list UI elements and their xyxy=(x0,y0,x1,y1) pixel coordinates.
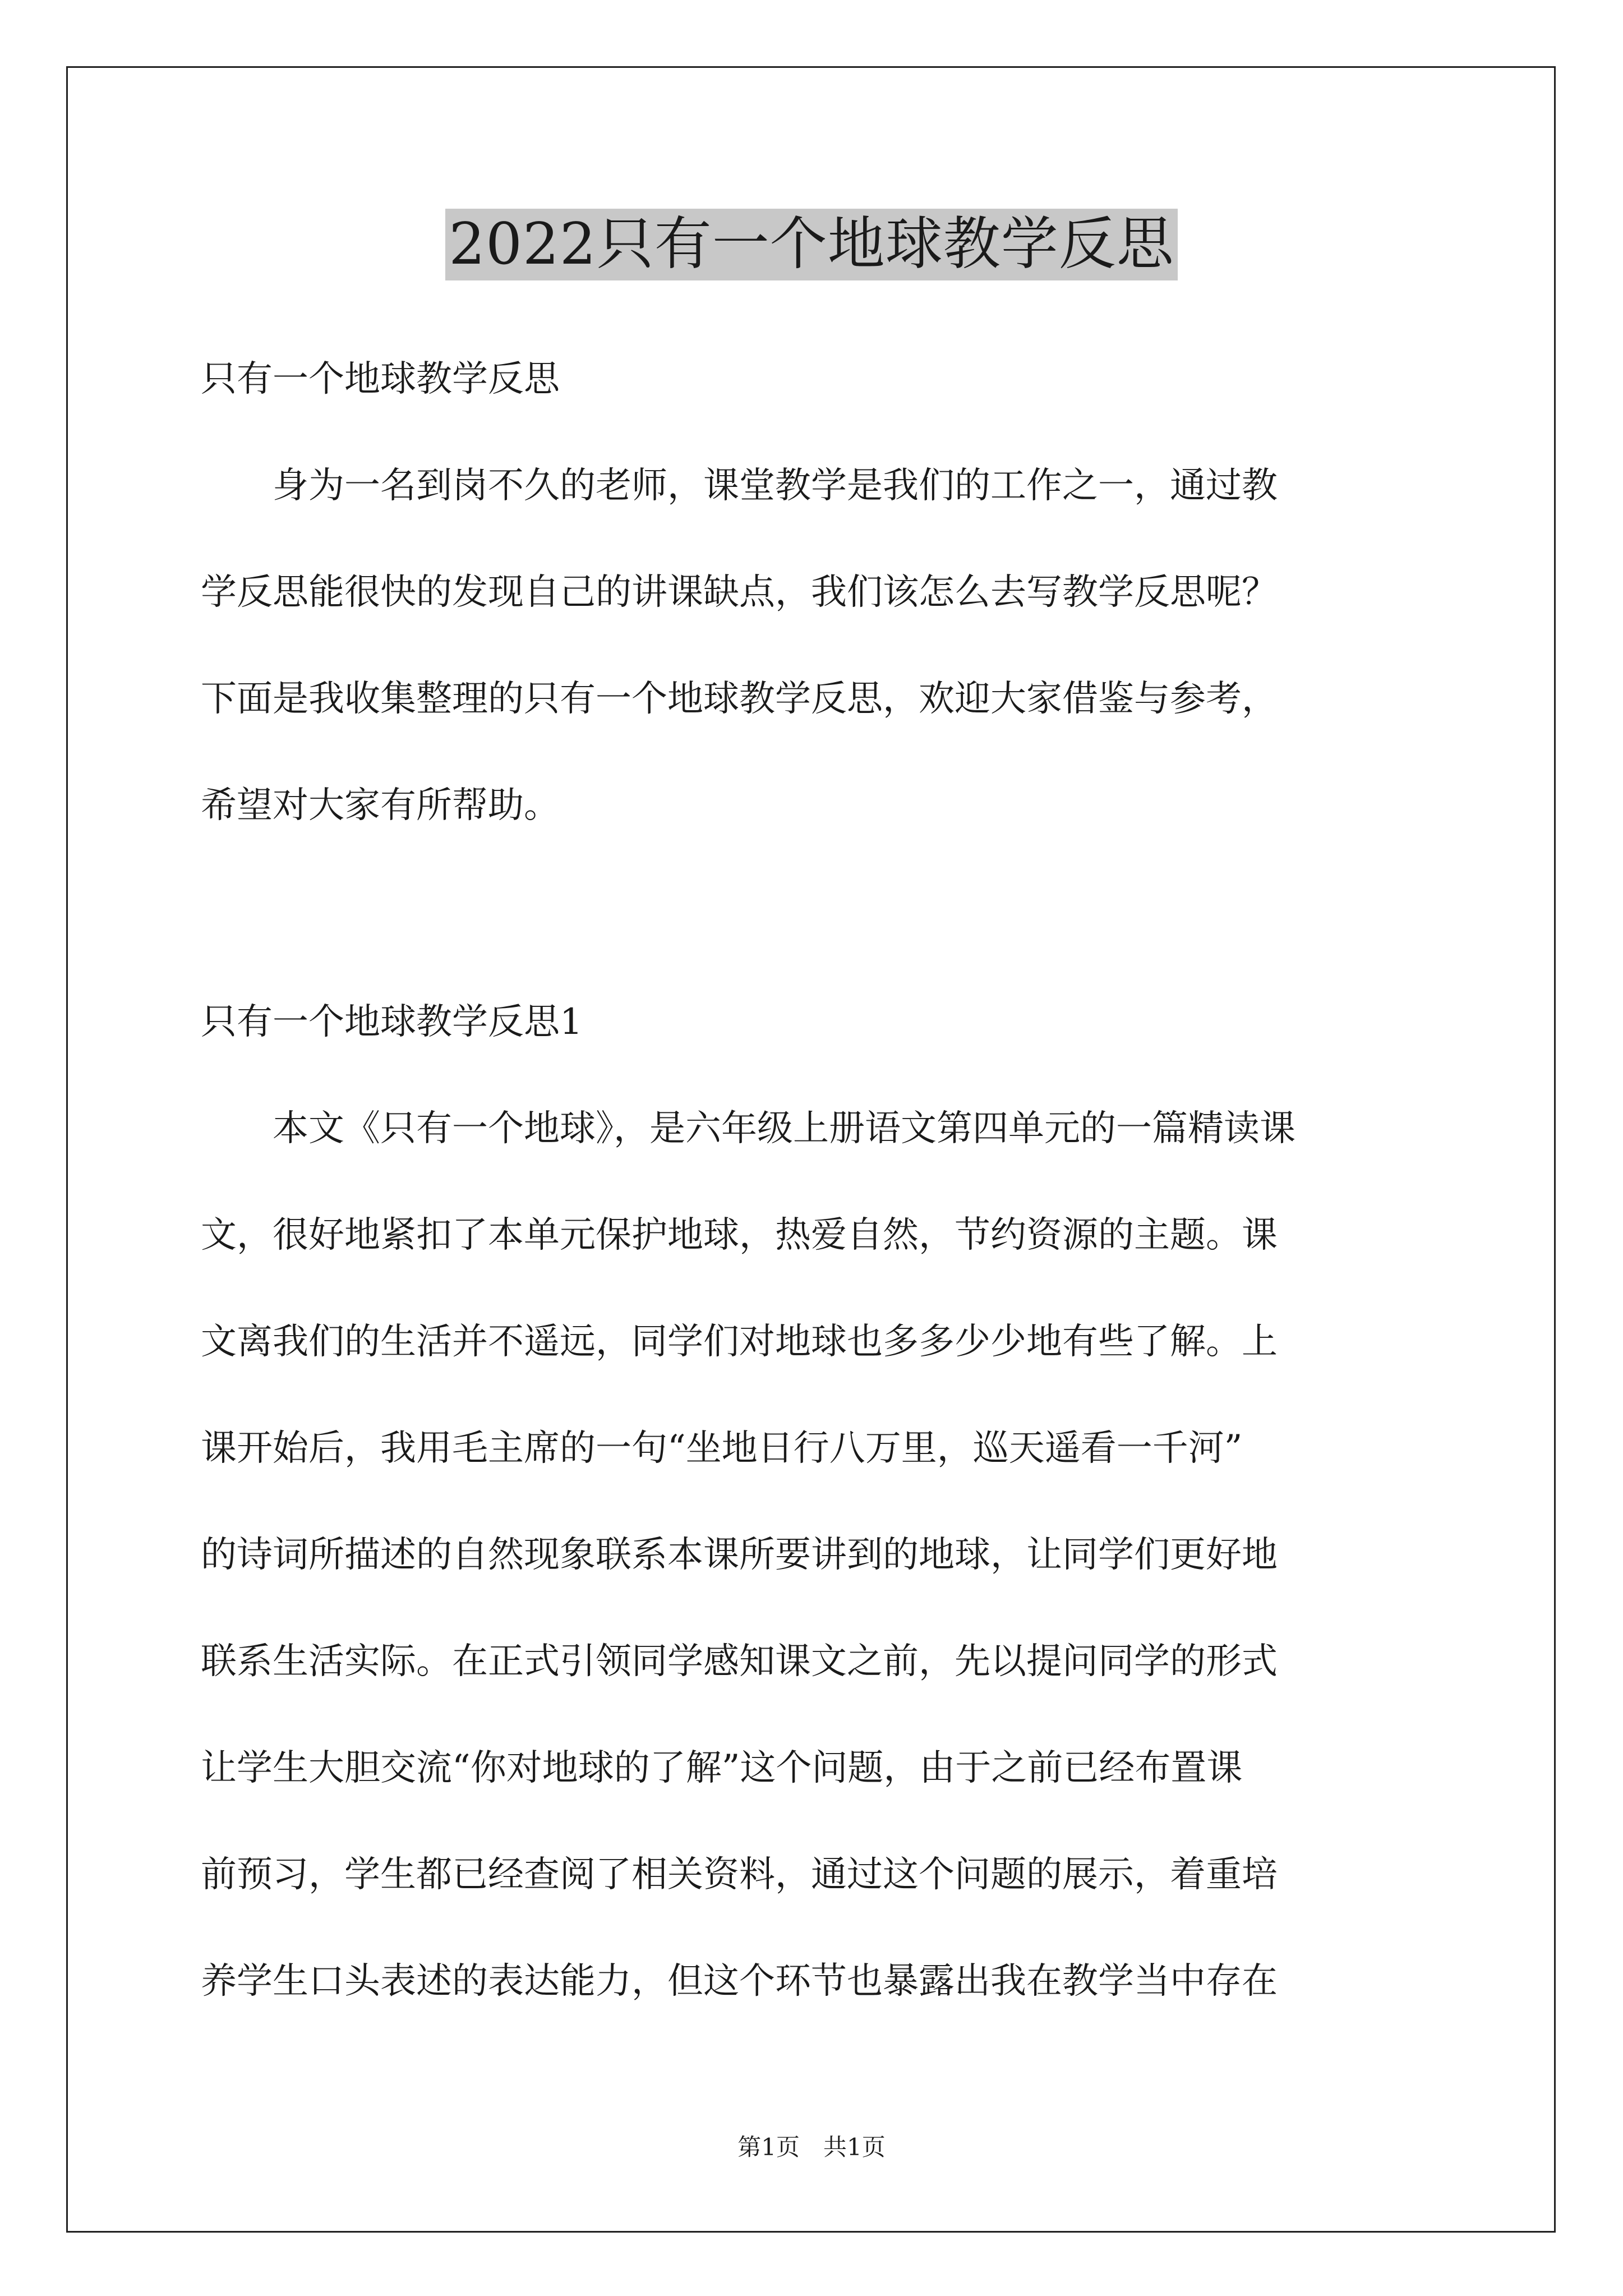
section1-line: 文，很好地紧扣了本单元保护地球，热爱自然，节约资源的主题。课 xyxy=(201,1214,1278,1256)
section1-line: 联系生活实际。在正式引领同学感知课文之前，先以提问同学的形式 xyxy=(201,1641,1278,1682)
section1-line: 文离我们的生活并不遥远，同学们对地球也多多少少地有些了解。上 xyxy=(201,1321,1278,1363)
intro-line: 希望对大家有所帮助。 xyxy=(201,785,560,826)
intro-heading: 只有一个地球教学反思 xyxy=(201,358,560,400)
page-footer: 第1页 共1页 xyxy=(737,2133,886,2161)
section1-line: 的诗词所描述的自然现象联系本课所要讲到的地球，让同学们更好地 xyxy=(201,1534,1278,1576)
section1-heading: 只有一个地球教学反思1 xyxy=(201,1001,583,1043)
section1-line: 课开始后，我用毛主席的一句“坐地日行八万里，巡天遥看一千河” xyxy=(201,1428,1243,1469)
intro-line: 下面是我收集整理的只有一个地球教学反思，欢迎大家借鉴与参考， xyxy=(201,678,1278,720)
document-title: 2022只有一个地球教学反思 xyxy=(445,209,1178,280)
section1-line: 前预习，学生都已经查阅了相关资料，通过这个问题的展示，着重培 xyxy=(201,1854,1278,1895)
section1-line: 本文《只有一个地球》，是六年级上册语文第四单元的一篇精读课 xyxy=(201,1108,1295,1149)
intro-line: 学反思能很快的发现自己的讲课缺点，我们该怎么去写教学反思呢？ xyxy=(201,572,1278,613)
section1-line: 养学生口头表述的表达能力，但这个环节也暴露出我在教学当中存在 xyxy=(201,1961,1278,2002)
section1-line: 让学生大胆交流“你对地球的了解”这个问题，由于之前已经布置课 xyxy=(201,1747,1243,1789)
intro-line: 身为一名到岗不久的老师，课堂教学是我们的工作之一，通过教 xyxy=(201,465,1278,507)
title-container xyxy=(0,209,1623,280)
